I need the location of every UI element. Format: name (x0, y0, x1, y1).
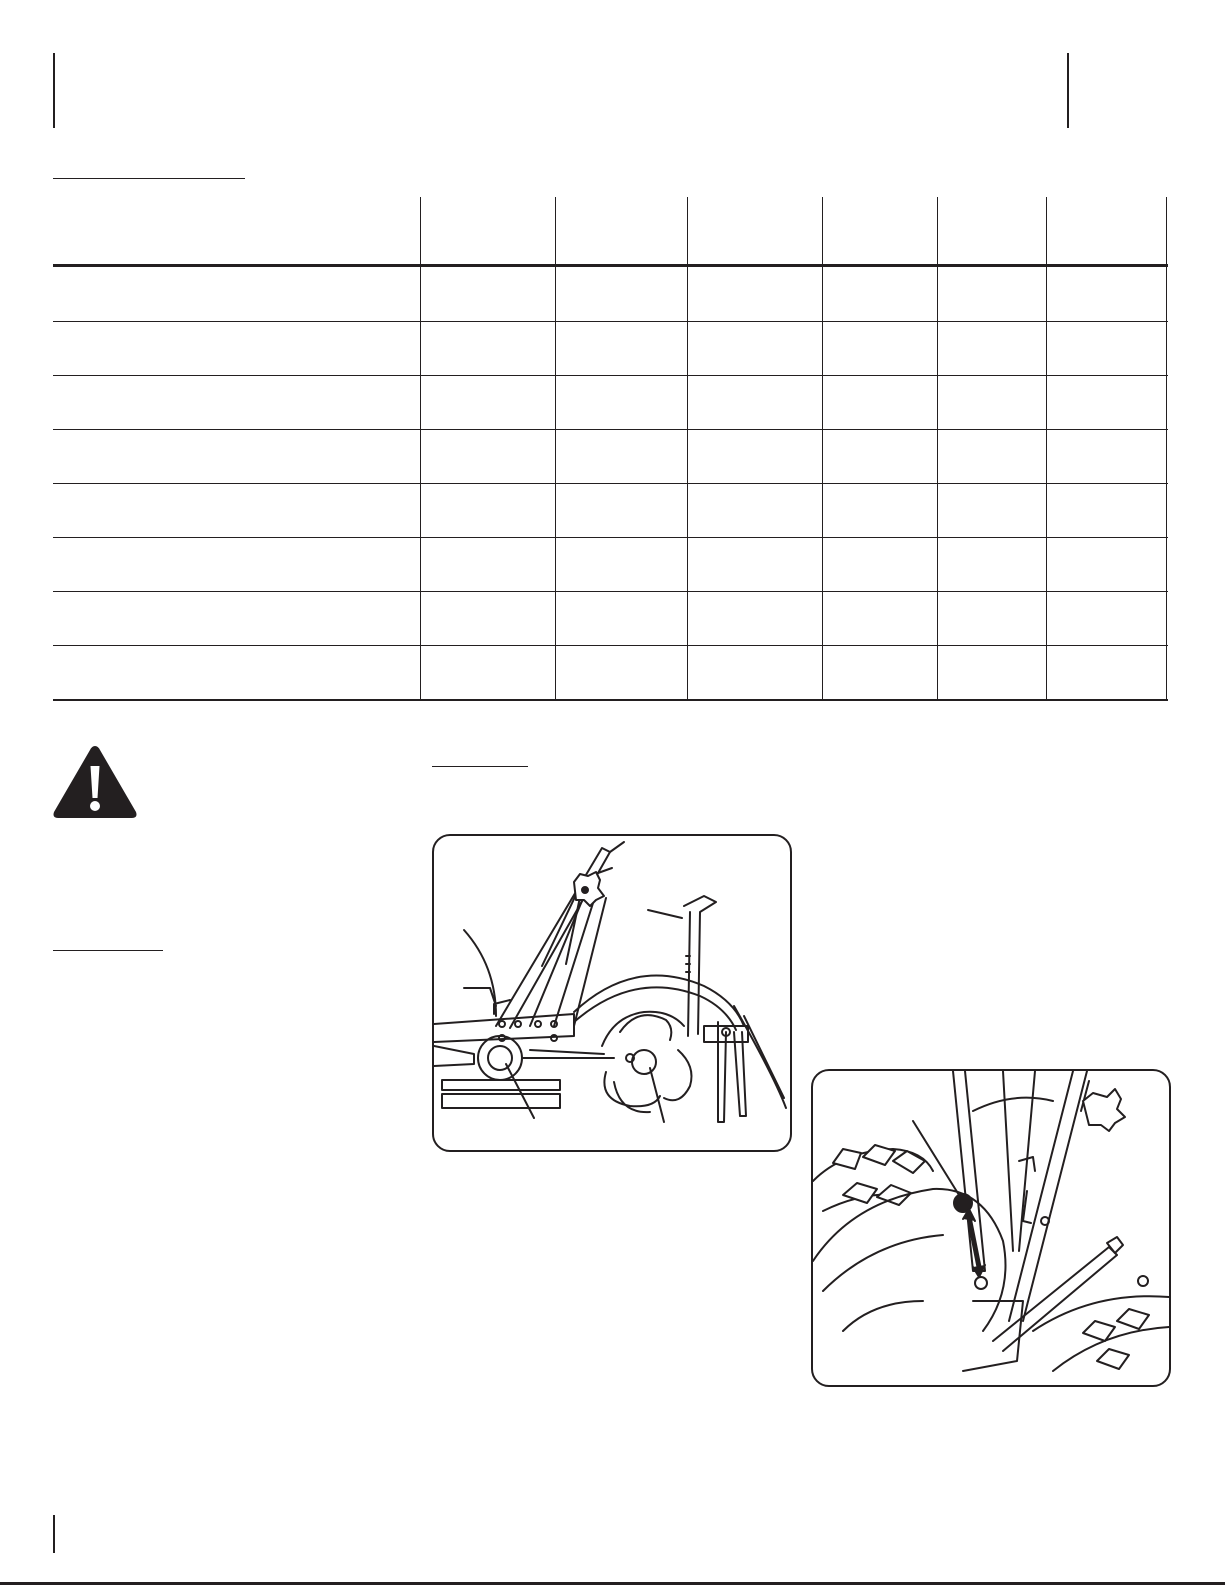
table-row-rule (53, 375, 1168, 376)
handle-knob-adjustment-illustration (811, 1069, 1171, 1387)
table-row-rule (53, 537, 1168, 538)
tiller-side-view-illustration (432, 834, 792, 1152)
spec-table (0, 0, 1225, 720)
table-row-rule (53, 645, 1168, 646)
table-row-rule (53, 321, 1168, 322)
table-right-edge (1166, 197, 1167, 700)
table-row-rule (53, 591, 1168, 592)
crop-mark-bottom-left (53, 1515, 55, 1553)
table-row-rule (53, 483, 1168, 484)
table-column-divider (420, 197, 421, 700)
table-column-divider (1046, 197, 1047, 700)
table-column-divider (555, 197, 556, 700)
table-row-rule (53, 429, 1168, 430)
subsection-heading-underline (432, 766, 528, 767)
table-bottom-rule (53, 699, 1168, 701)
table-column-divider (937, 197, 938, 700)
table-column-divider (687, 197, 688, 700)
table-header-rule (53, 264, 1168, 267)
subsection-heading-underline (53, 950, 163, 951)
table-column-divider (822, 197, 823, 700)
warning-triangle-icon (52, 744, 138, 820)
